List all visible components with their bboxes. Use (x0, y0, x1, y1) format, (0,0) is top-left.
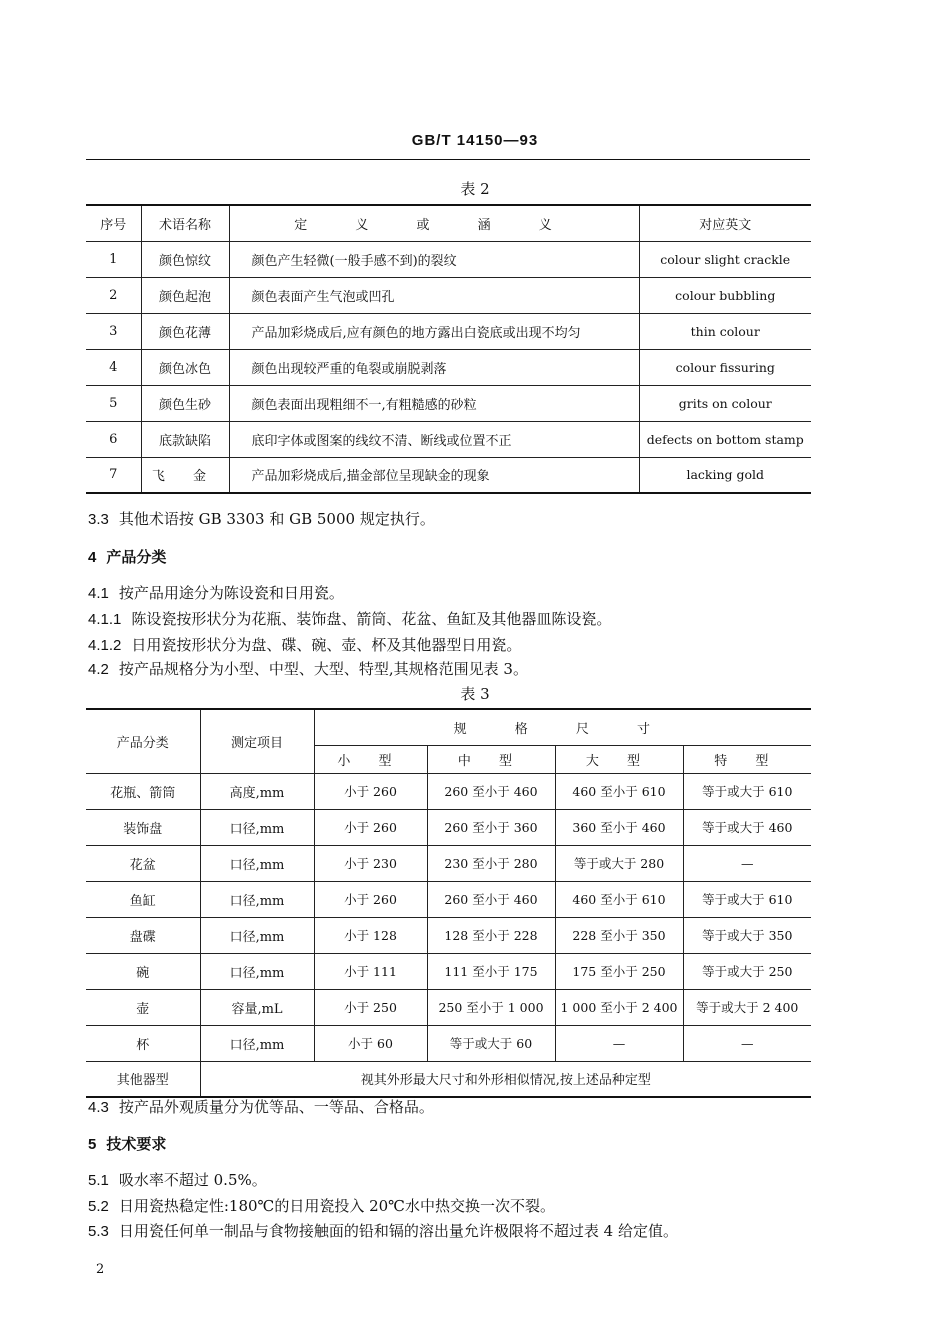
table-cell: 飞 金 (141, 457, 229, 493)
clause-number: 4.1 (88, 585, 109, 602)
clause-number: 5.2 (88, 1198, 109, 1215)
table-cell: 颜色出现较严重的龟裂或崩脱剥落 (229, 349, 639, 385)
table-cell: 1 (86, 241, 141, 277)
page-number: 2 (96, 1262, 105, 1277)
table-cell: 460 至小于 610 (555, 773, 683, 809)
clause-number: 4.1.1 (88, 611, 122, 628)
paragraph-3-3 (88, 508, 435, 529)
table-cell: — (555, 1025, 683, 1061)
clause-number: 5.1 (88, 1172, 109, 1189)
table2-caption: 表 2 (460, 180, 490, 198)
table-cell: 等于或大于 280 (555, 845, 683, 881)
section-5-heading (88, 1133, 166, 1154)
table-cell: 颜色起泡 (141, 277, 229, 313)
clause-text: 吸水率不超过 0.5%。 (118, 1171, 267, 1189)
table-row (86, 773, 811, 809)
table-cell: grits on colour (639, 385, 811, 421)
paragraph-5-2 (88, 1195, 555, 1216)
table-cell: 小于 60 (314, 1025, 427, 1061)
table3-size-header: 特 型 (683, 745, 811, 773)
table-row (86, 845, 811, 881)
table-cell: 小于 260 (314, 881, 427, 917)
table-cell: 小于 111 (314, 953, 427, 989)
table-cell: 壶 (86, 989, 200, 1025)
table-cell: 小于 260 (314, 809, 427, 845)
table-cell: 2 (86, 277, 141, 313)
table-row (86, 881, 811, 917)
table-cell: 颜色花薄 (141, 313, 229, 349)
table-cell: 小于 128 (314, 917, 427, 953)
paragraph-4-1-2 (88, 634, 521, 655)
table-cell: 花盆 (86, 845, 200, 881)
table-row (86, 1025, 811, 1061)
table-cell: 底款缺陷 (141, 421, 229, 457)
table3-header-cell: 产品分类 (86, 709, 200, 773)
table-cell: 视其外形最大尺寸和外形相似情况,按上述品种定型 (200, 1061, 811, 1097)
table-cell: 小于 230 (314, 845, 427, 881)
table-cell: 颜色产生轻微(一般手感不到)的裂纹 (229, 241, 639, 277)
table3-size-header: 中 型 (427, 745, 555, 773)
table-row (86, 917, 811, 953)
paragraph-5-1 (88, 1169, 267, 1190)
table-row (86, 313, 811, 349)
table2 (86, 204, 811, 494)
table-cell: 175 至小于 250 (555, 953, 683, 989)
clause-number: 3.3 (88, 511, 109, 528)
table-cell: defects on bottom stamp (639, 421, 811, 457)
table-cell: 4 (86, 349, 141, 385)
table-cell: 容量,mL (200, 989, 314, 1025)
paragraph-5-3 (88, 1220, 678, 1241)
table-cell: 230 至小于 280 (427, 845, 555, 881)
clause-text: 其他术语按 GB 3303 和 GB 5000 规定执行。 (118, 510, 435, 528)
table-cell: 碗 (86, 953, 200, 989)
clause-text: 陈设瓷按形状分为花瓶、装饰盘、箭筒、花盆、鱼缸及其他器皿陈设瓷。 (131, 610, 612, 628)
table-cell: 杯 (86, 1025, 200, 1061)
table-cell: 颜色生砂 (141, 385, 229, 421)
clause-text: 日用瓷热稳定性:180℃的日用瓷投入 20℃水中热交换一次不裂。 (118, 1197, 555, 1215)
table-cell: 7 (86, 457, 141, 493)
table-cell: 460 至小于 610 (555, 881, 683, 917)
table-cell: 小于 260 (314, 773, 427, 809)
paragraph-4-3 (88, 1096, 434, 1117)
table-cell: 颜色冰色 (141, 349, 229, 385)
table-cell: 等于或大于 610 (683, 881, 811, 917)
clause-number: 4.2 (88, 661, 109, 678)
table2-header-row (86, 205, 811, 241)
table-cell: — (683, 1025, 811, 1061)
table2-header-cell: 定 义 或 涵 义 (229, 205, 639, 241)
table-cell: 产品加彩烧成后,应有颜色的地方露出白瓷底或出现不均匀 (229, 313, 639, 349)
table-cell: 260 至小于 460 (427, 773, 555, 809)
table-cell: 等于或大于 60 (427, 1025, 555, 1061)
table-cell: 颜色表面出现粗细不一,有粗糙感的砂粒 (229, 385, 639, 421)
table3-header-cell: 规 格 尺 寸 (314, 709, 811, 745)
table-cell: 高度,mm (200, 773, 314, 809)
table-cell: 等于或大于 350 (683, 917, 811, 953)
paragraph-4-2 (88, 658, 528, 679)
table-cell: 颜色表面产生气泡或凹孔 (229, 277, 639, 313)
table-cell: 等于或大于 2 400 (683, 989, 811, 1025)
table3 (86, 708, 811, 1098)
table-cell: 盘碟 (86, 917, 200, 953)
table-cell: 口径,mm (200, 845, 314, 881)
table-cell: 260 至小于 460 (427, 881, 555, 917)
table-cell: 等于或大于 460 (683, 809, 811, 845)
clause-text: 按产品规格分为小型、中型、大型、特型,其规格范围见表 3。 (118, 660, 528, 678)
table-cell: 花瓶、箭筒 (86, 773, 200, 809)
clause-text: 按产品用途分为陈设瓷和日用瓷。 (118, 584, 344, 602)
table-row (86, 349, 811, 385)
table-cell: 360 至小于 460 (555, 809, 683, 845)
table-row (86, 809, 811, 845)
section-4-heading (88, 546, 166, 567)
header-rule (86, 159, 810, 160)
table-row (86, 989, 811, 1025)
table-cell: 260 至小于 360 (427, 809, 555, 845)
table-row (86, 457, 811, 493)
table-row (86, 385, 811, 421)
clause-text: 按产品外观质量分为优等品、一等品、合格品。 (118, 1098, 434, 1116)
table2-header-cell: 术语名称 (141, 205, 229, 241)
clause-number: 4.1.2 (88, 637, 122, 654)
table-row (86, 421, 811, 457)
table-row (86, 241, 811, 277)
clause-number: 5.3 (88, 1223, 109, 1240)
section-number: 4 (88, 549, 97, 566)
table2-header-cell: 对应英文 (639, 205, 811, 241)
table3-size-header: 大 型 (555, 745, 683, 773)
table-cell: 等于或大于 610 (683, 773, 811, 809)
table-cell: 产品加彩烧成后,描金部位呈现缺金的现象 (229, 457, 639, 493)
section-number: 5 (88, 1136, 97, 1153)
table3-header-row (86, 709, 811, 745)
clause-text: 日用瓷任何单一制品与食物接触面的铅和镉的溶出量允许极限将不超过表 4 给定值。 (118, 1222, 678, 1240)
paragraph-4-1-1 (88, 608, 611, 629)
table2-header-cell: 序号 (86, 205, 141, 241)
table-cell: 5 (86, 385, 141, 421)
table-cell: 6 (86, 421, 141, 457)
table3-size-header: 小 型 (314, 745, 427, 773)
table-cell: 颜色惊纹 (141, 241, 229, 277)
table-cell: 口径,mm (200, 881, 314, 917)
table-cell: colour slight crackle (639, 241, 811, 277)
table-cell: 装饰盘 (86, 809, 200, 845)
table-cell: 底印字体或图案的线纹不清、断线或位置不正 (229, 421, 639, 457)
table-cell: — (683, 845, 811, 881)
table-cell: 口径,mm (200, 917, 314, 953)
table-cell: 口径,mm (200, 809, 314, 845)
table-cell: 其他器型 (86, 1061, 200, 1097)
table-cell: colour bubbling (639, 277, 811, 313)
paragraph-4-1 (88, 582, 344, 603)
table-cell: 128 至小于 228 (427, 917, 555, 953)
table-cell: 228 至小于 350 (555, 917, 683, 953)
clause-number: 4.3 (88, 1099, 109, 1116)
table-cell: 口径,mm (200, 1025, 314, 1061)
clause-text: 日用瓷按形状分为盘、碟、碗、壶、杯及其他器型日用瓷。 (131, 636, 522, 654)
table-row (86, 953, 811, 989)
table-cell: 口径,mm (200, 953, 314, 989)
table-cell: 250 至小于 1 000 (427, 989, 555, 1025)
table-cell: 3 (86, 313, 141, 349)
table-cell: thin colour (639, 313, 811, 349)
table-cell: colour fissuring (639, 349, 811, 385)
table-cell: 1 000 至小于 2 400 (555, 989, 683, 1025)
table-cell: 111 至小于 175 (427, 953, 555, 989)
section-title: 技术要求 (106, 1135, 167, 1153)
table-cell: lacking gold (639, 457, 811, 493)
document-header: GB/T 14150—93 (411, 132, 539, 149)
table3-caption: 表 3 (460, 685, 490, 703)
table-row (86, 277, 811, 313)
table-cell: 等于或大于 250 (683, 953, 811, 989)
table-row-other (86, 1061, 811, 1097)
section-title: 产品分类 (106, 548, 167, 566)
table-cell: 小于 250 (314, 989, 427, 1025)
table3-header-cell: 测定项目 (200, 709, 314, 773)
table-cell: 鱼缸 (86, 881, 200, 917)
